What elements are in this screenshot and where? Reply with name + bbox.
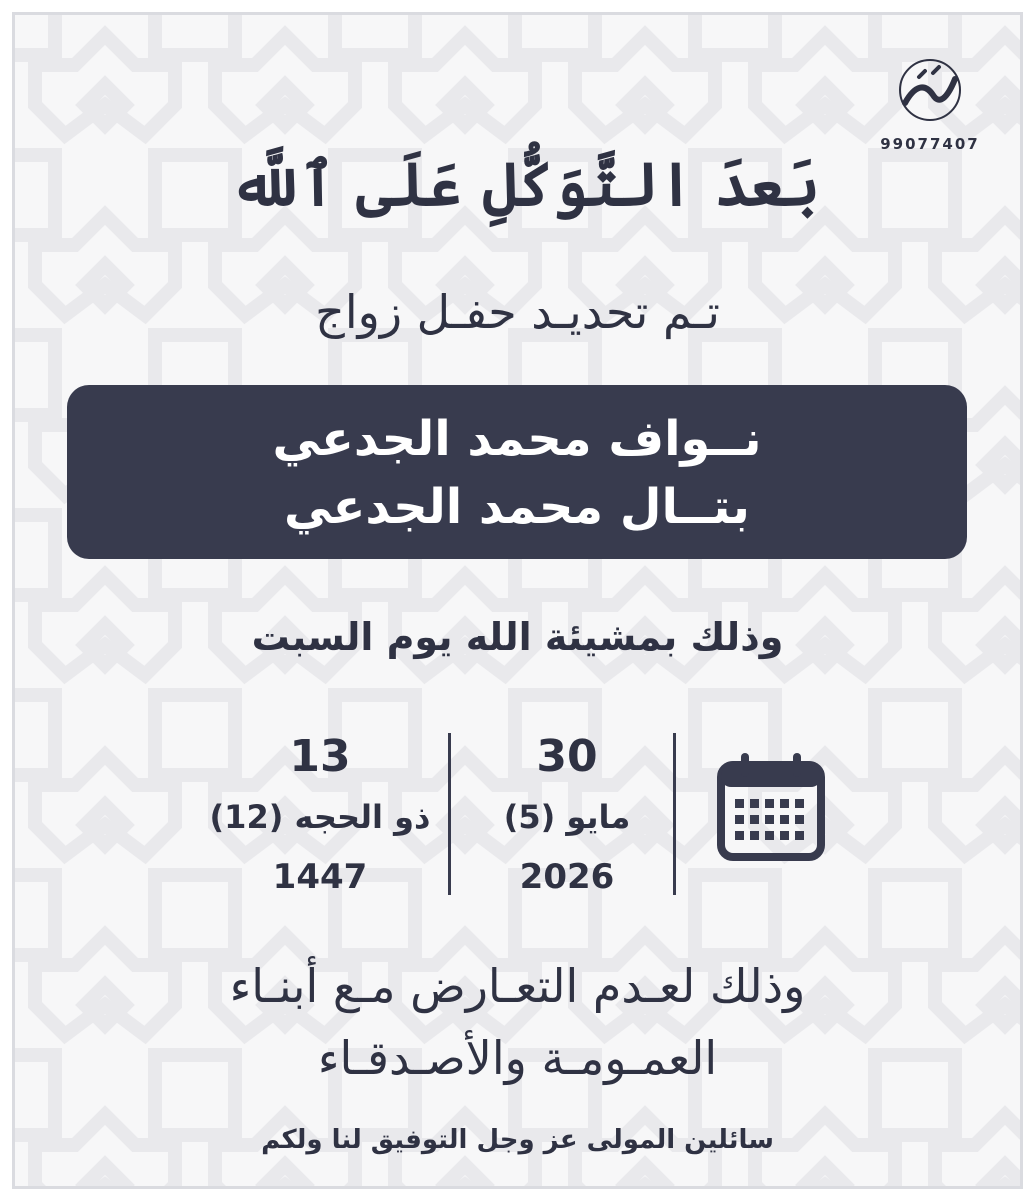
studio-logo: [870, 55, 990, 165]
hijri-date: [190, 727, 450, 907]
studio-phone: 99077407: [880, 135, 980, 153]
announcement-headline: تـم تحديـد حفـل زواج: [315, 285, 720, 339]
names-banner: [67, 385, 967, 559]
gregorian-year: 2026: [519, 857, 615, 897]
gregorian-date: [437, 727, 697, 907]
invitation-card: [12, 12, 1023, 1189]
calligraphy-text: بَعدَ التَّوَكُّلِ عَلَى ٱللَّه: [229, 150, 821, 220]
gregorian-month: مايو (5): [503, 798, 631, 836]
reason-text: [15, 950, 1020, 1094]
hijri-year: 1447: [272, 857, 368, 897]
bride-name: بتــال محمد الجدعي: [284, 479, 750, 535]
gregorian-day: 30: [536, 731, 598, 782]
calendar-icon: [715, 751, 827, 863]
calligraphy-heading: [229, 103, 821, 253]
groom-name: نــواف محمد الجدعي: [272, 411, 762, 467]
closing-prayer: سائلين المولى عز وجل التوفيق لنا ولكم: [261, 1125, 774, 1155]
reason-line-2: العمـومـة والأصـدقـاء: [317, 1031, 718, 1085]
hijri-month: ذو الحجه (12): [209, 798, 431, 836]
date-divider: [673, 733, 676, 895]
reason-line-1: وذلك لعـدم التعـارض مـع أبنـاء: [229, 959, 806, 1013]
day-announcement: وذلك بمشيئة الله يوم السبت: [251, 615, 784, 659]
hijri-day: 13: [289, 731, 351, 782]
studio-logo-mark: [885, 55, 975, 125]
